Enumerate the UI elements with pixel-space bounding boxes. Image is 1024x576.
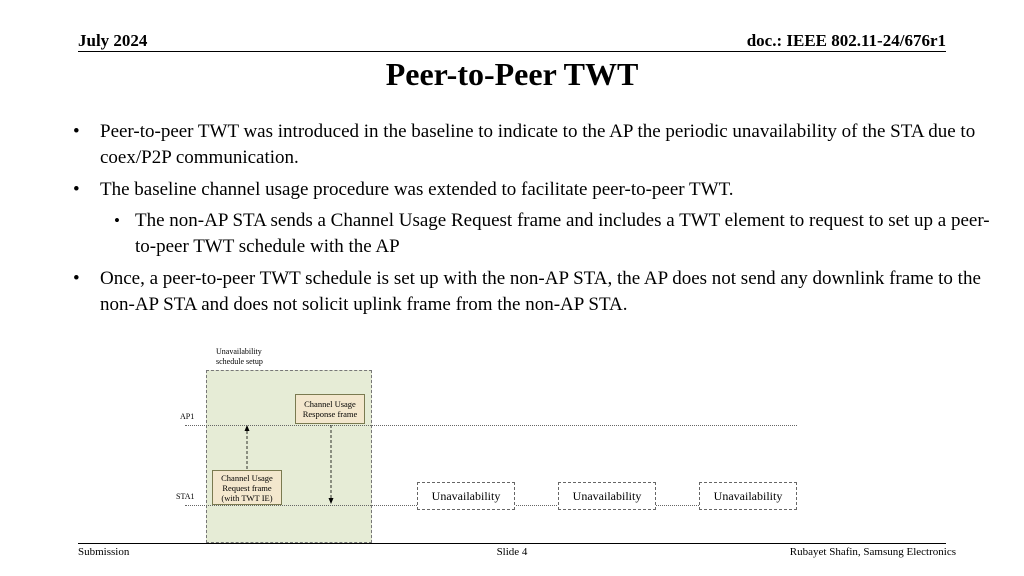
bullet-marker: • [73, 121, 80, 142]
bullet-marker: • [73, 268, 80, 289]
response-line1: Channel Usage [304, 399, 356, 409]
bullet-marker: • [114, 211, 120, 230]
unavailability-box-3: Unavailability [699, 482, 797, 510]
footer-author: Rubayet Shafin, Samsung Electronics [789, 546, 956, 558]
request-arrowhead [245, 425, 250, 431]
header-date: July 2024 [78, 31, 148, 50]
request-line1: Channel Usage [221, 473, 273, 483]
request-line2: Request frame [222, 483, 272, 493]
bullet-marker: • [73, 179, 80, 200]
slide-title: Peer-to-Peer TWT [385, 56, 639, 92]
footer-rule [78, 543, 946, 544]
request-line3: (with TWT IE) [221, 493, 273, 503]
sta-label: STA1 [176, 492, 195, 501]
bullet-text: The non-AP STA sends a Channel Usage Request frame and includes a TWT element to request to set up a peer-to-peer TWT schedule with the AP [135, 210, 990, 257]
header-doc-id: doc.: IEEE 802.11-24/676r1 [746, 31, 946, 50]
unavailability-box-1: Unavailability [417, 482, 515, 510]
response-arrowhead [329, 498, 334, 504]
bullet-text: Peer-to-peer TWT was introduced in the baseline to indicate to the AP the periodic unavailability of the STA due to coex/P2P communication. [100, 121, 976, 168]
bullet-text: The baseline channel usage procedure was extended to facilitate peer-to-peer TWT. [100, 179, 734, 200]
response-line2: Response frame [302, 409, 358, 419]
footer-slide-number: Slide 4 [496, 546, 528, 558]
bullet-text: Once, a peer-to-peer TWT schedule is set up with the non-AP STA, the AP does not send any downlink frame to the non-AP STA and does not solicit uplink frame from the non-AP STA. [100, 268, 981, 315]
footer-submission: Submission [78, 546, 130, 558]
setup-label-line1: Unavailability [216, 347, 262, 356]
unavailability-box-2: Unavailability [558, 482, 656, 510]
setup-label-line2: schedule setup [216, 357, 263, 366]
ap-label: AP1 [180, 412, 195, 421]
